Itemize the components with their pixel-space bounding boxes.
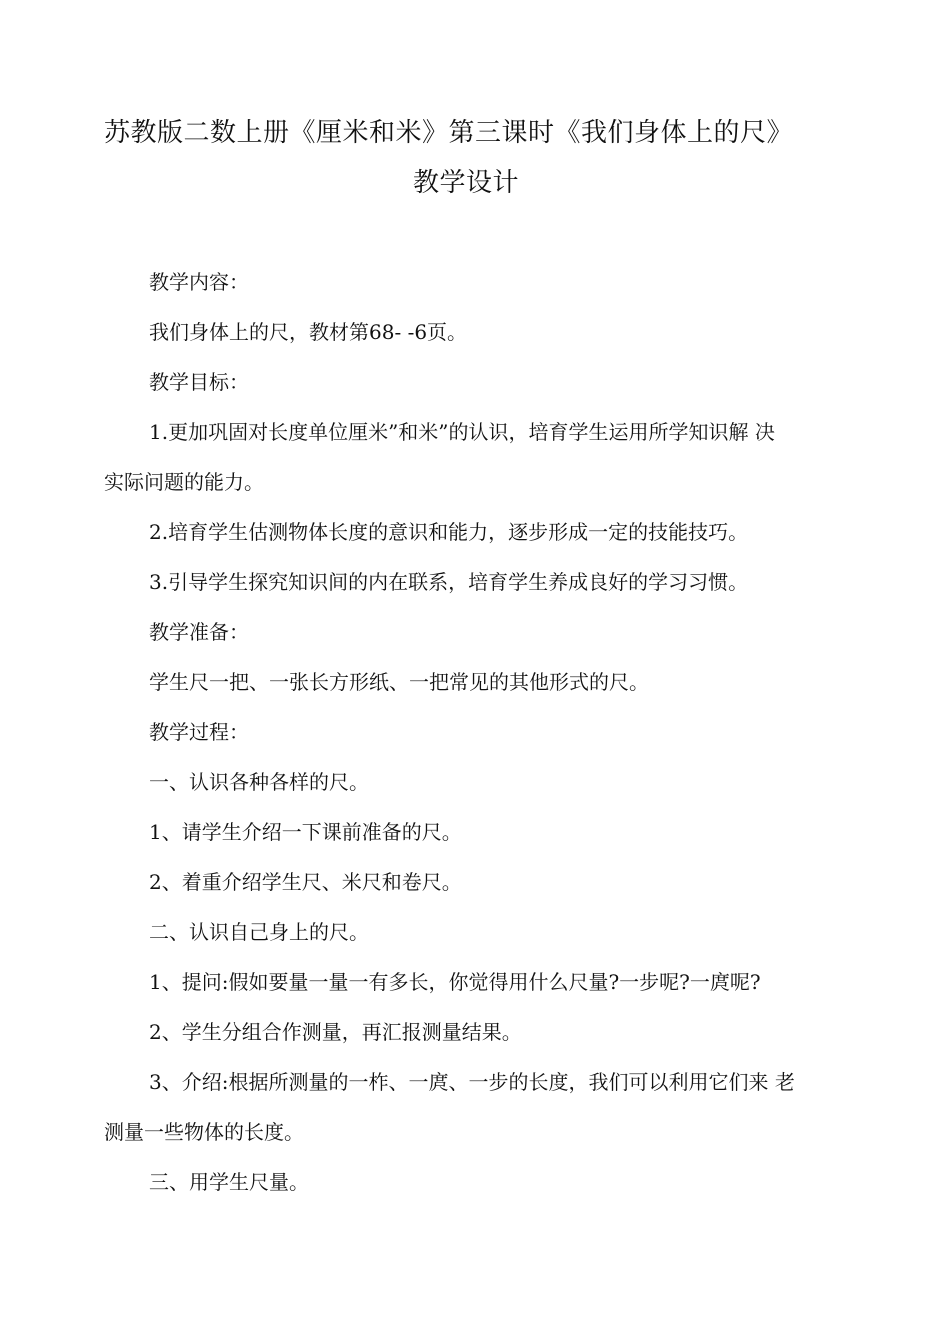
step-1-item-2: 2、着重介绍学生尺、米尺和卷尺。 [149,870,462,894]
goal-item-1: 1.更加巩固对长度单位厘米”和米”的认识，培育学生运用所学知识解 决 [149,420,775,444]
step-heading-2: 二、认识自己身上的尺。 [149,920,369,944]
step-2-item-3-continued: 测量一些物体的长度。 [104,1120,304,1144]
document-title-line-2: 教学设计 [413,168,520,198]
step-2-item-1: 1、提问:假如要量一量一有多长，你觉得用什么尺量?一步呢?一庹呢? [149,970,761,994]
paragraph-preparation: 学生尺一把、一张长方形纸、一把常见的其他形式的尺。 [149,670,649,694]
document-title-line-1: 苏教版二数上册《厘米和米》第三课时《我们身体上的尺》 [104,118,794,148]
section-heading-goals: 教学目标： [149,370,249,394]
goal-item-3: 3.引导学生探究知识间的内在联系，培育学生养成良好的学习习惯。 [149,570,749,594]
step-heading-3: 三、用学生尺量。 [149,1170,309,1194]
section-heading-process: 教学过程： [149,720,249,744]
section-heading-content: 教学内容： [149,270,249,294]
step-heading-1: 一、认识各种各样的尺。 [149,770,369,794]
step-1-item-1: 1、请学生介绍一下课前准备的尺。 [149,820,462,844]
goal-item-2: 2.培育学生估测物体长度的意识和能力，逐步形成一定的技能技巧。 [149,520,749,544]
step-2-item-2: 2、学生分组合作测量，再汇报测量结果。 [149,1020,522,1044]
section-heading-preparation: 教学准备： [149,620,249,644]
goal-item-1-continued: 实际问题的能力。 [104,470,264,494]
paragraph-content: 我们身体上的尺，教材第68- -6页。 [149,320,468,344]
step-2-item-3: 3、介绍:根据所测量的一柞、一庹、一步的长度，我们可以利用它们来 老 [149,1070,795,1094]
